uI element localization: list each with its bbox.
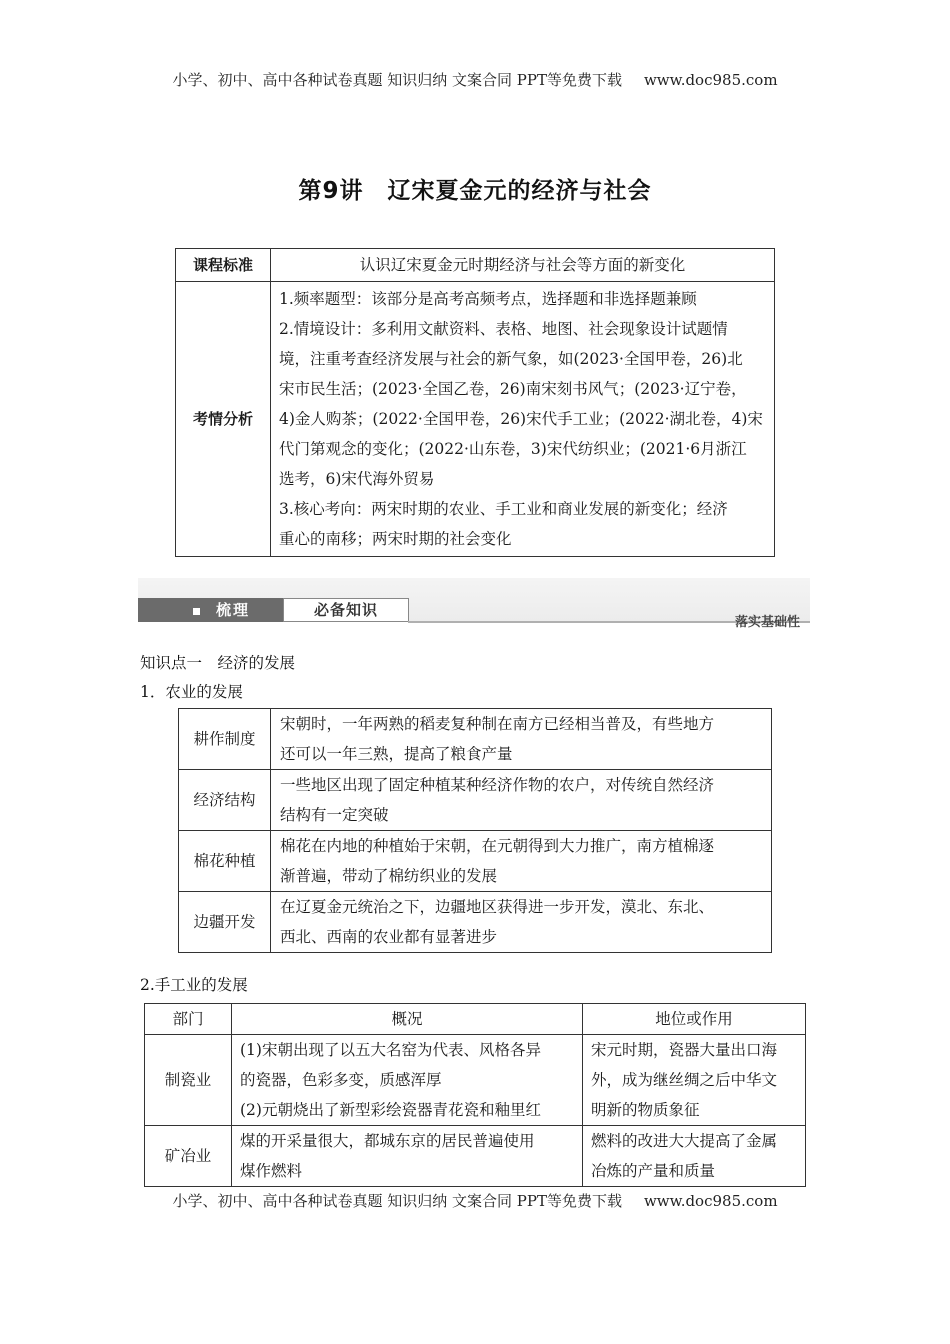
page-header bbox=[0, 69, 950, 90]
overview-cell: (1)宋朝出现了以五大名窑为代表、风格各异 的瓷器，色彩多变，质感浑厚 (2)元朝烧出了新型彩绘瓷器青花瓷和釉里红 bbox=[232, 1035, 583, 1126]
banner-box-label: 必备知识 bbox=[283, 598, 409, 622]
footer-text: 小学、初中、高中各种试卷真题 知识归纳 文案合同 PPT等免费下载 bbox=[172, 1192, 622, 1210]
page-title: 第9讲 辽宋夏金元的经济与社会 bbox=[298, 178, 652, 204]
section-agriculture-heading: 1．农业的发展 bbox=[140, 683, 243, 701]
row-key: 棉花种植 bbox=[179, 831, 271, 892]
table-row bbox=[179, 892, 772, 953]
header-dept: 部门 bbox=[145, 1004, 232, 1035]
analysis-line: 2.情境设计：多利用文献资料、表格、地图、社会现象设计试题情 bbox=[279, 320, 728, 338]
table-row bbox=[145, 1126, 806, 1187]
header-text: 小学、初中、高中各种试卷真题 知识归纳 文案合同 PPT等免费下载 bbox=[172, 71, 622, 89]
banner-dark-tab bbox=[138, 598, 283, 622]
analysis-value bbox=[271, 282, 775, 557]
intro-table bbox=[175, 248, 775, 557]
analysis-line: 4)金人购茶；(2022·全国甲卷，26)宋代手工业；(2022·湖北卷，4)宋 bbox=[279, 410, 763, 428]
curriculum-label: 课程标准 bbox=[176, 249, 271, 282]
banner-right-label: 落实基础性 bbox=[734, 615, 800, 630]
overview-cell: 煤的开采量很大，都城东京的居民普遍使用 煤作燃料 bbox=[232, 1126, 583, 1187]
row-value: 在辽夏金元统治之下，边疆地区获得进一步开发，漠北、东北、 西北、西南的农业都有显著进步 bbox=[271, 892, 772, 953]
curriculum-value: 认识辽宋夏金元时期经济与社会等方面的新变化 bbox=[271, 249, 775, 282]
analysis-line: 境，注重考查经济发展与社会的新气象，如(2023·全国甲卷，26)北 bbox=[279, 350, 743, 368]
analysis-line: 选考，6)宋代海外贸易 bbox=[279, 470, 435, 488]
analysis-line: 1.频率题型：该部分是高考高频考点，选择题和非选择题兼顾 bbox=[279, 290, 697, 308]
role-cell: 宋元时期，瓷器大量出口海 外，成为继丝绸之后中华文 明新的物质象征 bbox=[583, 1035, 806, 1126]
table-row bbox=[179, 831, 772, 892]
header-overview: 概况 bbox=[232, 1004, 583, 1035]
table-header-row bbox=[145, 1004, 806, 1035]
agriculture-table bbox=[178, 708, 772, 953]
row-value: 棉花在内地的种植始于宋朝，在元朝得到大力推广，南方植棉逐 渐普遍，带动了棉纺织业的发展 bbox=[271, 831, 772, 892]
row-key: 边疆开发 bbox=[179, 892, 271, 953]
header-url[interactable]: www.doc985.com bbox=[643, 71, 778, 89]
section-handicraft-heading: 2.手工业的发展 bbox=[140, 976, 248, 994]
knowledge-point-heading: 知识点一 经济的发展 bbox=[140, 654, 296, 672]
table-row bbox=[145, 1035, 806, 1126]
row-key: 耕作制度 bbox=[179, 709, 271, 770]
banner-left-label: 梳理 bbox=[216, 601, 251, 619]
row-value: 一些地区出现了固定种植某种经济作物的农户，对传统自然经济 结构有一定突破 bbox=[271, 770, 772, 831]
dept-cell: 制瓷业 bbox=[145, 1035, 232, 1126]
page-footer bbox=[0, 1190, 950, 1211]
square-bullet-icon bbox=[193, 608, 200, 615]
role-cell: 燃料的改进大大提高了金属 冶炼的产量和质量 bbox=[583, 1126, 806, 1187]
table-row bbox=[179, 709, 772, 770]
table-row bbox=[179, 770, 772, 831]
analysis-label: 考情分析 bbox=[176, 282, 271, 557]
footer-url[interactable]: www.doc985.com bbox=[643, 1192, 778, 1210]
dept-cell: 矿冶业 bbox=[145, 1126, 232, 1187]
analysis-line: 宋市民生活；(2023·全国乙卷，26)南宋刻书风气；(2023·辽宁卷， bbox=[279, 380, 747, 398]
handicraft-table bbox=[144, 1003, 806, 1187]
section-banner bbox=[138, 578, 810, 628]
row-value: 宋朝时，一年两熟的稻麦复种制在南方已经相当普及，有些地方 还可以一年三熟，提高了粮食产量 bbox=[271, 709, 772, 770]
analysis-line: 重心的南移；两宋时期的社会变化 bbox=[279, 530, 512, 548]
row-key: 经济结构 bbox=[179, 770, 271, 831]
analysis-line: 3.核心考向：两宋时期的农业、手工业和商业发展的新变化；经济 bbox=[279, 500, 728, 518]
analysis-line: 代门第观念的变化；(2022·山东卷，3)宋代纺织业；(2021·6月浙江 bbox=[279, 440, 747, 458]
header-role: 地位或作用 bbox=[583, 1004, 806, 1035]
